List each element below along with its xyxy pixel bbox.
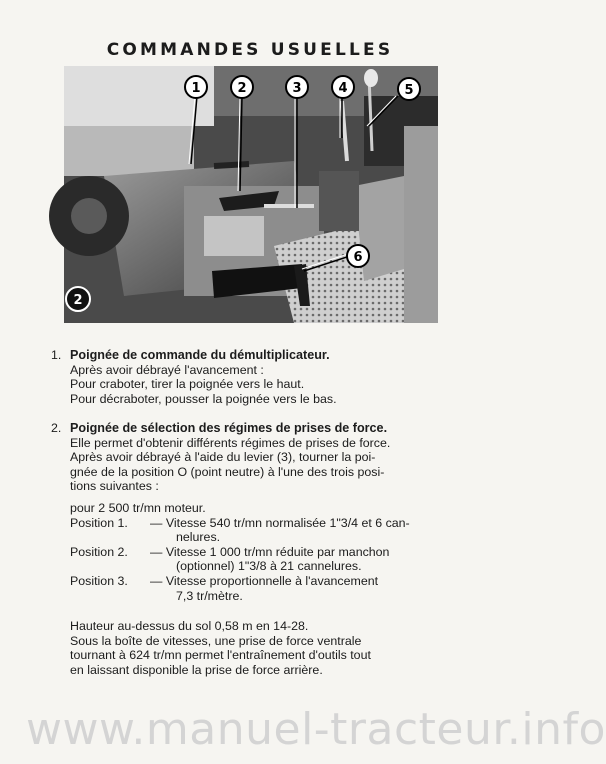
position-text: — Vitesse 540 tr/mn normalisée 1"3/4 et 6 can- [150, 515, 410, 530]
section-2-line: Elle permet d'obtenir différents régimes de prises de force. [70, 435, 391, 450]
position-cont: (optionnel) 1"3/8 à 21 cannelures. [176, 559, 362, 574]
callout-3 [286, 76, 308, 98]
position-text: — Vitesse proportionnelle à l'avancement [150, 573, 379, 588]
section-2-heading: Poignée de sélection des régimes de prises de force. [70, 421, 388, 435]
position-label: Position 3. [70, 573, 128, 588]
footer-line: en laissant disponible la prise de force arrière. [70, 662, 323, 677]
callout-2 [231, 76, 253, 98]
svg-text:3: 3 [292, 81, 302, 96]
position-cont: nelures. [176, 530, 221, 545]
section-1-line: Pour décraboter, pousser la poignée vers le bas. [70, 391, 337, 406]
section-2-line: Après avoir débrayé à l'aide du levier (3), tourner la poi- [70, 450, 376, 465]
section-1-line: Après avoir débrayé l'avancement : [70, 362, 264, 377]
svg-text:2: 2 [73, 293, 83, 308]
callout-4 [332, 76, 354, 98]
callout-6 [347, 245, 369, 267]
position-label: Position 2. [70, 544, 128, 559]
section-1-line: Pour craboter, tirer la poignée vers le haut. [70, 377, 305, 392]
callout-5 [398, 78, 420, 100]
svg-text:4: 4 [338, 81, 348, 96]
watermark: www.manuel-tracteur.info [26, 704, 606, 755]
section-2 [70, 421, 442, 678]
section-1-heading: Poignée de commande du démultiplicateur. [70, 348, 330, 362]
tractor-controls-photo [64, 66, 438, 323]
position-row-1 [70, 516, 442, 531]
position-label: Position 1. [70, 515, 128, 530]
section-1 [70, 348, 450, 406]
svg-text:5: 5 [404, 83, 414, 98]
svg-text:1: 1 [191, 81, 201, 96]
section-2-line: tions suivantes : [70, 479, 159, 494]
corner-badge [66, 287, 90, 311]
svg-text:2: 2 [237, 81, 247, 96]
footer-line: Hauteur au-dessus du sol 0,58 m en 14-28. [70, 619, 309, 634]
footer-line: Sous la boîte de vitesses, une prise de force ventrale [70, 633, 362, 648]
position-row-3 [70, 574, 442, 589]
speed-line: pour 2 500 tr/mn moteur. [70, 500, 206, 515]
section-2-line: gnée de la position O (point neutre) à l'une des trois posi- [70, 464, 385, 479]
position-cont: 7,3 tr/mètre. [176, 588, 243, 603]
page-title: COMMANDES USUELLES [106, 40, 394, 60]
item-number-1: 1. [51, 348, 62, 362]
item-number-2: 2. [51, 421, 62, 435]
callout-1 [185, 76, 207, 98]
footer-line: tournant à 624 tr/mn permet l'entraînement d'outils tout [70, 648, 371, 663]
position-row-2 [70, 545, 442, 560]
svg-text:6: 6 [353, 250, 363, 265]
position-text: — Vitesse 1 000 tr/mn réduite par manchon [150, 544, 390, 559]
